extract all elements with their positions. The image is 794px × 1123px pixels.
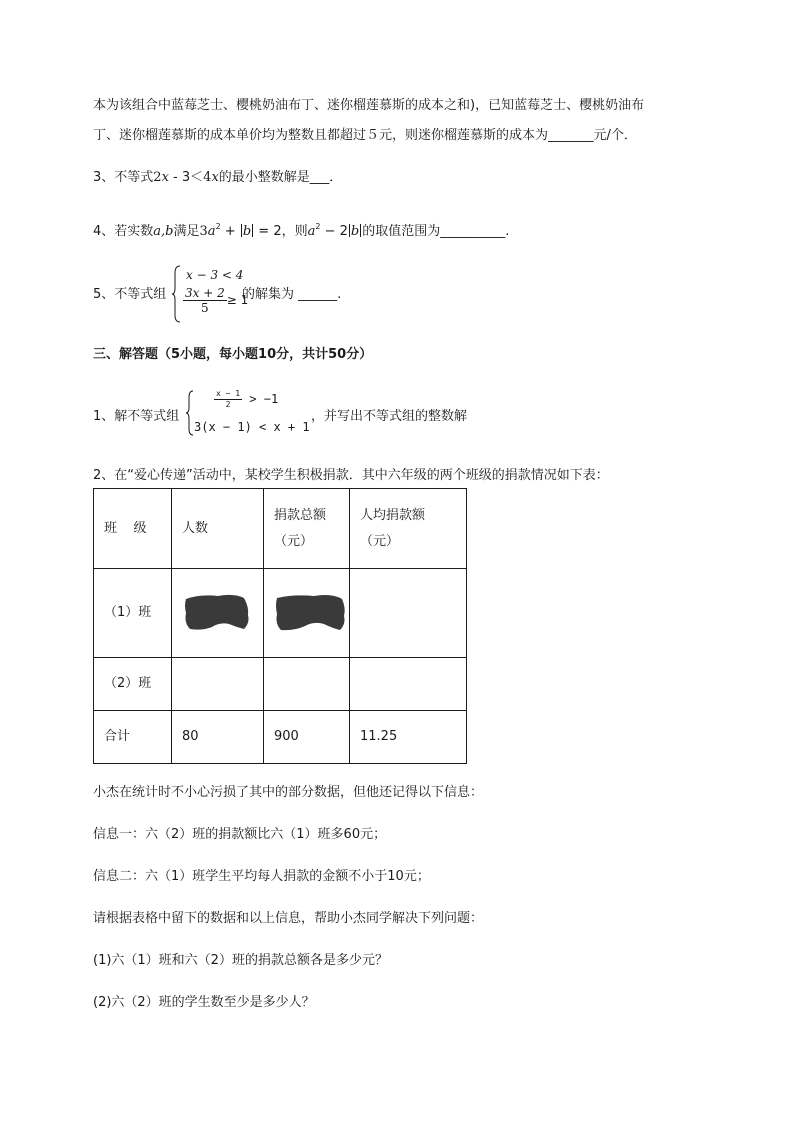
- q4-mid1: 满足: [173, 224, 200, 239]
- table-row: [94, 711, 467, 764]
- stained-cell-count: [172, 569, 264, 658]
- empty-cell: [350, 569, 467, 658]
- intro-line-1: 本为该组合中蓝莓芝士、樱桃奶油布丁、迷你榴莲慕斯的成本之和)，已知蓝莓芝士、樱桃奶油布: [93, 98, 645, 113]
- q4-a: a: [207, 224, 216, 239]
- q4-prefix: 4、若实数: [93, 224, 154, 239]
- q5-inequality-2: [183, 286, 248, 315]
- table-row: [94, 658, 467, 711]
- story-line: 小杰在统计时不小心污损了其中的部分数据，但他还记得以下信息：: [93, 785, 484, 800]
- q4-mid2: ，则: [281, 224, 308, 239]
- q5-suffix: 的解集为 ______.: [242, 287, 342, 302]
- q4-eq: = 2: [254, 224, 282, 239]
- stained-cell-total: [264, 569, 350, 658]
- intro-line-2: 丁、迷你榴莲慕斯的成本单价均为整数且都超过５元，则迷你榴莲慕斯的成本为_______元/个．: [93, 128, 637, 143]
- p1-gt: > −1: [242, 392, 279, 406]
- q4-square-2: 2: [315, 222, 321, 231]
- q4-square: 2: [215, 222, 221, 231]
- table-row: [94, 569, 467, 658]
- problem-2-intro: 2、在“爱心传递”活动中，某校学生积极捐款．其中六年级的两个班级的捐款情况如下表：: [93, 468, 609, 483]
- info-one: 信息一：六（2）班的捐款额比六（1）班多60元；: [93, 827, 387, 842]
- problem-1-prefix: 1、解不等式组: [93, 409, 180, 424]
- q3-less-than: ＜: [190, 170, 204, 185]
- sub-question-2: (2)六（2）班的学生数至少是多少人？: [93, 995, 315, 1010]
- sum-count: 80: [172, 711, 264, 764]
- q3-suffix: 的最小整数解是___．: [218, 170, 343, 185]
- section-heading: 三、解答题（5小题，每小题10分，共计50分）: [93, 347, 373, 362]
- p1-inequality-2: 3(x − 1) < x + 1: [194, 420, 310, 434]
- row-label-total: 合计: [94, 711, 172, 764]
- p1-numerator: x − 1: [216, 389, 241, 398]
- abs-bar-right: [252, 224, 253, 237]
- header-class: 班 级: [94, 489, 172, 569]
- q4-coef: 3: [199, 224, 208, 239]
- abs-bar-left-2: [349, 224, 350, 237]
- q4-plus: +: [220, 224, 240, 239]
- sum-average: 11.25: [350, 711, 467, 764]
- empty-cell: [264, 658, 350, 711]
- q4-a-2: a: [307, 224, 316, 239]
- question-3: [93, 169, 342, 187]
- q5-inequality-1: x − 3 < 4: [186, 268, 244, 282]
- donation-table: [93, 488, 467, 764]
- q3-minus-3: - 3: [168, 170, 191, 185]
- header-total: 捐款总额 （元）: [264, 489, 350, 569]
- empty-cell: [172, 658, 264, 711]
- q4-b-2: b: [350, 224, 360, 239]
- info-two: 信息二：六（1）班学生平均每人捐款的金额不小于10元；: [93, 869, 430, 884]
- table-header-row: [94, 489, 467, 569]
- q5-denominator: 5: [201, 301, 209, 315]
- p1-suffix: ，并写出不等式组的整数解: [311, 409, 468, 424]
- question-5-prefix: 5、不等式组: [93, 287, 167, 302]
- header-count: 人数: [172, 489, 264, 569]
- q3-coef-2: 4: [203, 170, 212, 185]
- sub-question-1: (1)六（1）班和六（2）班的捐款总额各是多少元？: [93, 953, 388, 968]
- row-label-class-1: （1）班: [94, 569, 172, 658]
- p1-inequality-1: [214, 389, 278, 410]
- ink-stain-icon: [274, 593, 346, 633]
- q3-prefix: 3、不等式: [93, 170, 154, 185]
- left-brace-icon: [172, 265, 182, 323]
- q4-b: b: [242, 224, 252, 239]
- header-average: 人均捐款额 （元）: [350, 489, 467, 569]
- q3-var-x: x: [161, 170, 169, 185]
- sum-total: 900: [264, 711, 350, 764]
- p1-fraction: [214, 389, 242, 410]
- q4-vars: a,b: [153, 224, 174, 239]
- p1-denominator: 2: [225, 400, 231, 409]
- empty-cell: [350, 658, 467, 711]
- q3-var-x-2: x: [211, 170, 219, 185]
- q5-ge: ≥ 1: [226, 293, 249, 307]
- question-4: [93, 218, 509, 241]
- ink-stain-icon: [182, 593, 250, 633]
- q3-coef: 2: [153, 170, 162, 185]
- q4-suffix: 的取值范围为__________.: [362, 224, 510, 239]
- request-line: 请根据表格中留下的数据和以上信息，帮助小杰同学解决下列问题：: [93, 911, 484, 926]
- q4-minus: − 2: [320, 224, 348, 239]
- q5-numerator: 3x + 2: [185, 286, 225, 300]
- abs-bar-left: [241, 224, 242, 237]
- row-label-class-2: （2）班: [94, 658, 172, 711]
- q5-fraction: [183, 286, 227, 315]
